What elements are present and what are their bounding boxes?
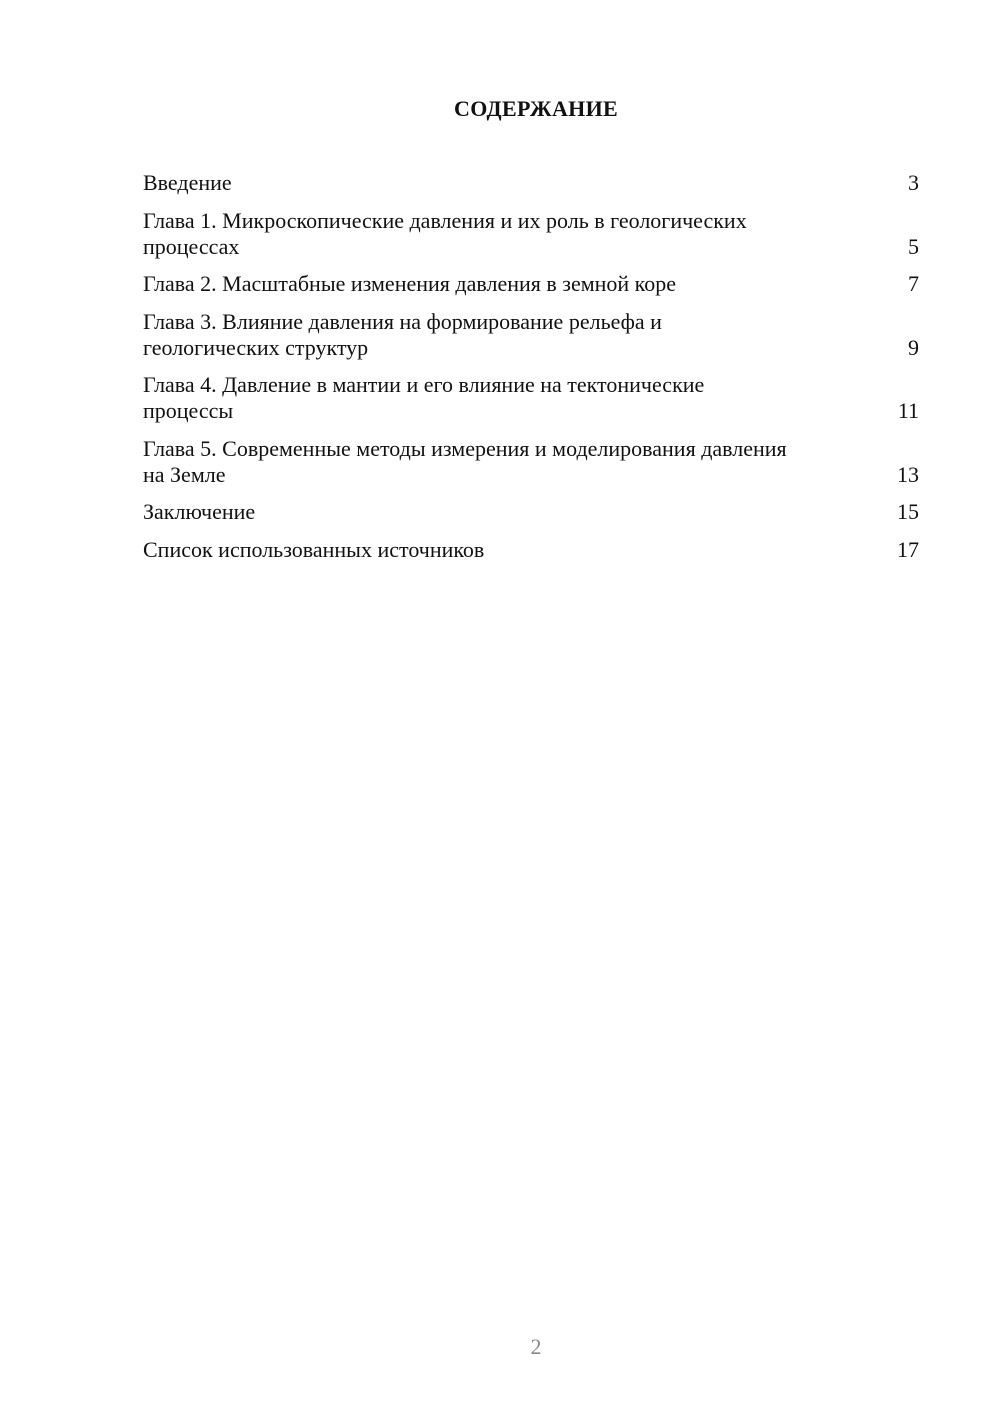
toc-entry-page: 11 [897, 398, 919, 423]
toc-heading: СОДЕРЖАНИЕ [454, 96, 618, 121]
toc-entry-page: 7 [908, 271, 919, 296]
toc-entry-page: 3 [908, 170, 919, 195]
toc-entry-conclusion [143, 499, 919, 525]
toc-entry-title: Заключение [143, 499, 256, 524]
toc-entry-title: Глава 1. Микроскопические давления и их роль в геологических процессах [143, 207, 747, 259]
toc-entry-introduction [143, 170, 919, 196]
toc-entry-page: 17 [897, 536, 919, 562]
toc-entry-page: 5 [908, 233, 919, 259]
toc-entry-title: Глава 2. Масштабные изменения давления в земной коре [143, 271, 677, 296]
toc-entry-title: Глава 4. Давление в мантии и его влияние на тектонические процессы [143, 372, 705, 423]
toc-entry-page: 15 [897, 499, 919, 524]
toc-entry-title: Список использованных источников [143, 536, 485, 562]
toc-entry-chapter-4 [143, 372, 919, 424]
toc-entry-title: Глава 5. Современные методы измерения и моделирования давления на Земле [143, 435, 787, 487]
toc-entry-title: Введение [143, 170, 232, 195]
page-number: 2 [530, 1334, 542, 1359]
toc-entry-page: 9 [908, 334, 919, 360]
table-of-contents [143, 170, 919, 574]
toc-entry-chapter-2 [143, 271, 919, 297]
toc-entry-references [143, 537, 919, 563]
toc-entry-page: 13 [897, 461, 919, 487]
toc-entry-chapter-3 [143, 309, 919, 361]
toc-entry-chapter-5 [143, 436, 919, 488]
toc-entry-chapter-1 [143, 208, 919, 260]
toc-entry-title: Глава 3. Влияние давления на формирование рельефа и геологических структур [143, 308, 662, 360]
